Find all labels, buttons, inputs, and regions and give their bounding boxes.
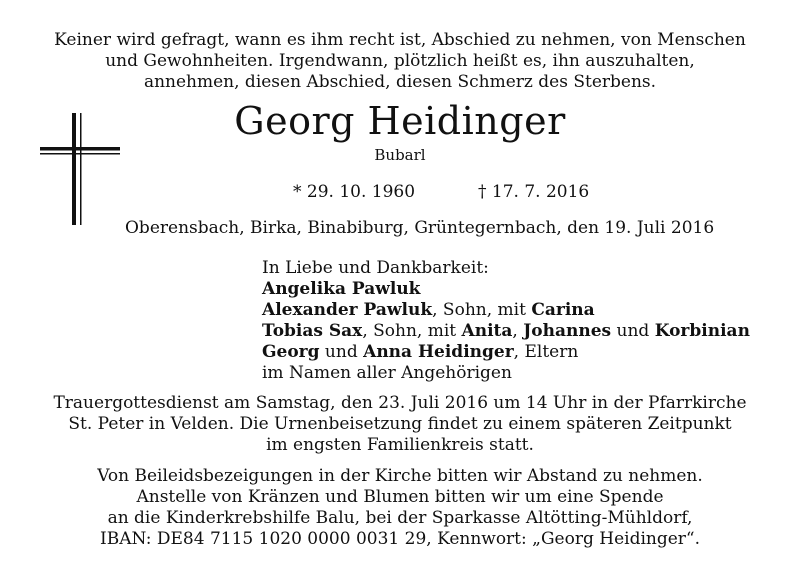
intro-quote bbox=[20, 30, 780, 93]
intro-line: und Gewohnheiten. Irgendwann, plötzlich heißt es, ihn auszuhalten, bbox=[105, 51, 695, 71]
mourner-line: Angelika Pawluk bbox=[262, 279, 421, 299]
mourners-closing: im Namen aller Angehörigen bbox=[262, 363, 512, 383]
death-date: † 17. 7. 2016 bbox=[478, 182, 590, 202]
service-line: Trauergottesdienst am Samstag, den 23. Juli 2016 um 14 Uhr in der Pfarrkirche bbox=[53, 393, 747, 413]
mourners-list bbox=[262, 258, 750, 384]
donation-line: Von Beileidsbezeigungen in der Kirche bitten wir Abstand zu nehmen. bbox=[97, 466, 703, 486]
donation-line: IBAN: DE84 7115 1020 0000 0031 29, Kennwort: „Georg Heidinger“. bbox=[100, 529, 700, 549]
donation-line: an die Kinderkrebshilfe Balu, bei der Sparkasse Altötting-Mühldorf, bbox=[107, 508, 693, 528]
intro-line: Keiner wird gefragt, wann es ihm recht ist, Abschied zu nehmen, von Menschen bbox=[54, 30, 746, 50]
mourner-line: Alexander Pawluk, Sohn, mit Carina bbox=[262, 300, 595, 320]
intro-line: annehmen, diesen Abschied, diesen Schmerz des Sterbens. bbox=[143, 72, 657, 92]
mourners-heading: In Liebe und Dankbarkeit: bbox=[262, 258, 489, 278]
birth-date: * 29. 10. 1960 bbox=[293, 182, 416, 202]
location-date: Oberensbach, Birka, Binabiburg, Grüntegernbach, den 19. Juli 2016 bbox=[125, 218, 715, 238]
deceased-place: Bubarl bbox=[374, 146, 426, 164]
service-line: St. Peter in Velden. Die Urnenbeisetzung findet zu einem späteren Zeitpunkt bbox=[68, 414, 732, 434]
service-line: im engsten Familienkreis statt. bbox=[266, 435, 534, 455]
deceased-name: Georg Heidinger bbox=[234, 99, 566, 143]
funeral-service-info bbox=[10, 393, 790, 456]
mourner-line: Tobias Sax, Sohn, mit Anita, Johannes und Korbinian bbox=[262, 321, 750, 341]
mourner-line: Georg und Anna Heidinger, Eltern bbox=[262, 342, 579, 362]
donation-info bbox=[10, 466, 790, 550]
donation-line: Anstelle von Kränzen und Blumen bitten wir um eine Spende bbox=[136, 487, 664, 507]
